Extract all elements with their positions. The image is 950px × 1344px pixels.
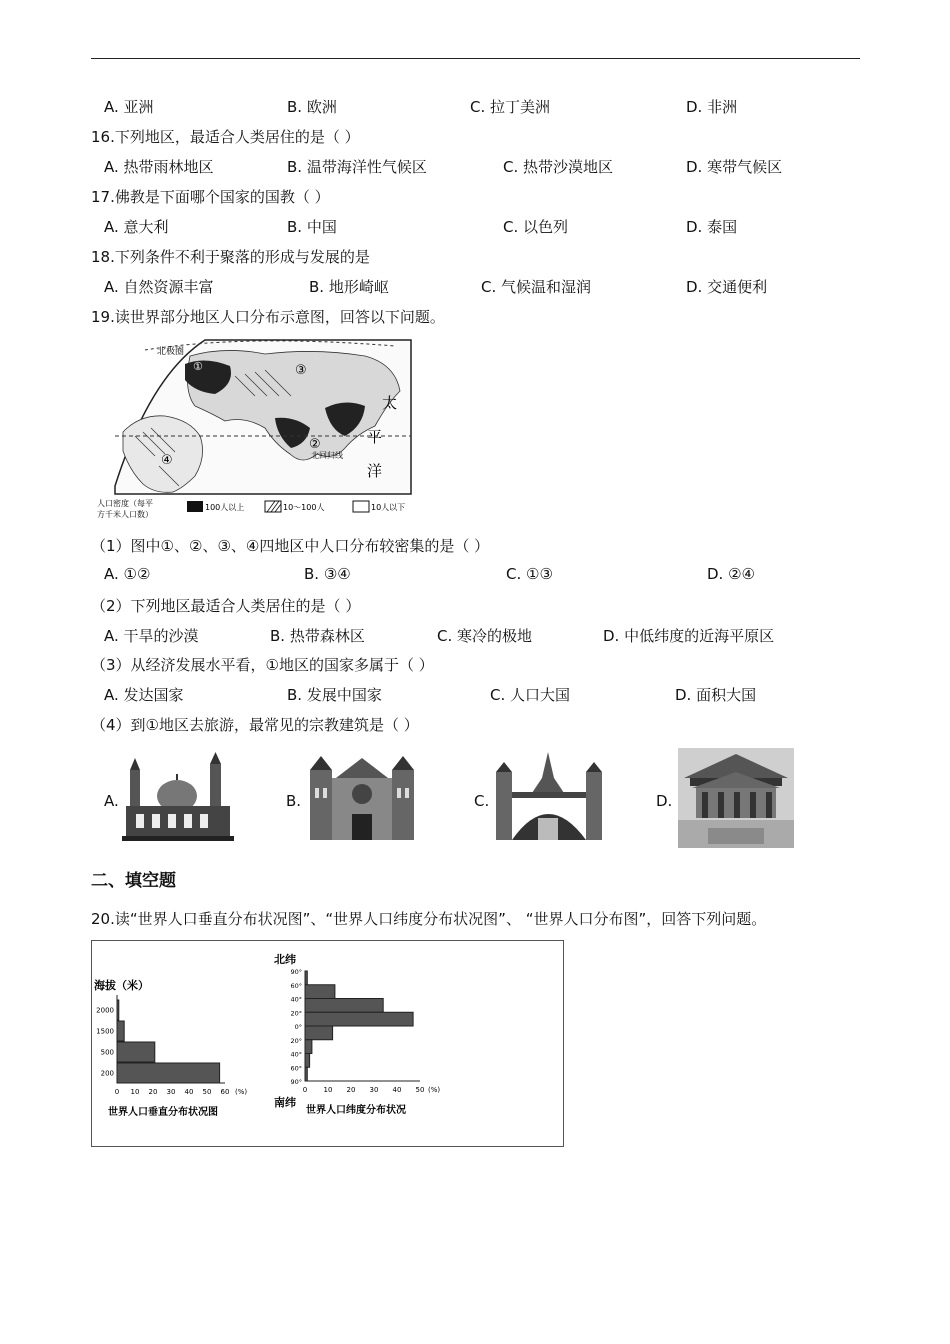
- chart2-title: 世界人口纬度分布状况: [306, 1105, 406, 1116]
- chart1-ylabel: 海拔（米）: [94, 979, 149, 992]
- chart2-tick-label: 0: [302, 1086, 308, 1094]
- legend-mid-swatch: [265, 501, 281, 512]
- chart1-unit-label: (%): [235, 1088, 248, 1096]
- ocean-label-3: 洋: [367, 462, 383, 480]
- q16-option-d[interactable]: D. 寒带气候区: [686, 158, 783, 176]
- chart2-bar: [305, 999, 383, 1013]
- chart1-bar: [117, 1042, 155, 1062]
- population-charts: [92, 941, 563, 1146]
- q19-sub3-option-c[interactable]: C. 人口大国: [490, 686, 571, 704]
- q19-sub4-option-a-label[interactable]: A.: [104, 792, 119, 810]
- chart2-tick-label: 30: [369, 1086, 379, 1094]
- chart2-tick-label: 50: [415, 1086, 425, 1094]
- q19-sub4-option-c-label[interactable]: C.: [474, 792, 490, 810]
- q19-sub2-option-a[interactable]: A. 干旱的沙漠: [104, 627, 199, 645]
- chart2-category-label: 60°: [290, 1064, 302, 1073]
- q19-sub2-stem: （2）下列地区最适合人类居住的是（ ）: [91, 597, 361, 615]
- chart1-category-label: 2000: [96, 1006, 114, 1015]
- chart2-category-label: 20°: [290, 1036, 302, 1045]
- tropic-label: 北回归线: [311, 451, 343, 460]
- q19-stem: 19.读世界部分地区人口分布示意图，回答以下问题。: [91, 308, 445, 326]
- chart2-north-label: 北纬: [274, 953, 296, 966]
- chart2-bar: [305, 1026, 333, 1040]
- chart1-tick-label: 20: [148, 1088, 158, 1096]
- chart1-title: 世界人口垂直分布状况图: [108, 1107, 218, 1118]
- q19-sub2-option-d[interactable]: D. 中低纬度的近海平原区: [603, 627, 775, 645]
- q19-sub3-option-a[interactable]: A. 发达国家: [104, 686, 184, 704]
- marker-1: ①: [193, 360, 203, 373]
- q15-option-c[interactable]: C. 拉丁美洲: [470, 98, 551, 116]
- legend-low-swatch: [353, 501, 369, 512]
- chart2-bar: [305, 1012, 413, 1026]
- chart2-category-label: 90°: [290, 1078, 302, 1086]
- chart1-tick-label: 0: [114, 1088, 120, 1096]
- marker-2: ②: [309, 437, 321, 452]
- chart2-bar: [305, 1054, 310, 1068]
- q20-stem: 20.读“世界人口垂直分布状况图”、“世界人口纬度分布状况图”、 “世界人口分布图”，回答下列问题。: [91, 910, 767, 928]
- q17-option-b[interactable]: B. 中国: [287, 218, 337, 236]
- q17-stem: 17.佛教是下面哪个国家的国教（ ）: [91, 188, 330, 206]
- q19-sub3-option-d[interactable]: D. 面积大国: [675, 686, 757, 704]
- q19-sub1-option-c[interactable]: C. ①③: [506, 565, 553, 583]
- legend-high-swatch: [187, 501, 203, 512]
- q19-sub4-stem: （4）到①地区去旅游，最常见的宗教建筑是（ ）: [91, 716, 419, 734]
- q16-option-c[interactable]: C. 热带沙漠地区: [503, 158, 614, 176]
- mosque-image[interactable]: [122, 748, 234, 844]
- chart-frame: [91, 940, 564, 1147]
- q19-sub1-stem: （1）图中①、②、③、④四地区中人口分布较密集的是（ ）: [91, 537, 490, 555]
- header-rule: [91, 58, 860, 59]
- chart1-category-label: 200: [100, 1069, 114, 1078]
- q15-option-b[interactable]: B. 欧洲: [287, 98, 337, 116]
- arctic-circle-label: 北极圈: [157, 347, 185, 357]
- chart1-tick-label: 50: [202, 1088, 212, 1096]
- chart1-category-label: 500: [100, 1048, 114, 1057]
- chart1-bar: [117, 1021, 124, 1041]
- q17-option-d[interactable]: D. 泰国: [686, 218, 738, 236]
- legend-title-2: 方千米人口数）: [97, 510, 153, 519]
- q19-sub1-option-b[interactable]: B. ③④: [304, 565, 351, 583]
- q19-sub1-option-a[interactable]: A. ①②: [104, 565, 151, 583]
- chart1-tick-label: 60: [220, 1088, 230, 1096]
- chart2-category-label: 20°: [290, 1009, 302, 1018]
- chart1-tick-label: 30: [166, 1088, 176, 1096]
- temple-image[interactable]: [678, 748, 794, 848]
- legend-title-1: 人口密度（每平: [97, 499, 153, 508]
- q18-option-a[interactable]: A. 自然资源丰富: [104, 278, 214, 296]
- q18-option-d[interactable]: D. 交通便利: [686, 278, 768, 296]
- chart2-tick-label: 20: [346, 1086, 356, 1094]
- chart1-tick-label: 40: [184, 1088, 194, 1096]
- q16-stem: 16.下列地区，最适合人类居住的是（ ）: [91, 128, 360, 146]
- q19-sub2-option-c[interactable]: C. 寒冷的极地: [437, 627, 533, 645]
- chart2-tick-label: 40: [392, 1086, 402, 1094]
- q18-option-c[interactable]: C. 气候温和湿润: [481, 278, 592, 296]
- chart2-category-label: 40°: [290, 995, 302, 1004]
- chart2-unit-label: (%): [428, 1086, 441, 1094]
- pagoda-image[interactable]: [492, 748, 604, 844]
- q18-option-b[interactable]: B. 地形崎岖: [309, 278, 389, 296]
- q15-option-a[interactable]: A. 亚洲: [104, 98, 154, 116]
- q17-option-a[interactable]: A. 意大利: [104, 218, 169, 236]
- section-title: 二、填空题: [91, 871, 176, 891]
- q19-sub4-option-d-label[interactable]: D.: [656, 792, 673, 810]
- chart2-south-label: 南纬: [274, 1096, 296, 1109]
- chart2-bar: [305, 1067, 307, 1081]
- chart2-bar: [305, 985, 335, 999]
- legend-mid-label: 10～100人: [283, 503, 325, 512]
- q16-option-b[interactable]: B. 温带海洋性气候区: [287, 158, 427, 176]
- q19-sub4-option-b-label[interactable]: B.: [286, 792, 302, 810]
- population-distribution-map: [95, 336, 417, 524]
- chart2-bar: [305, 1040, 312, 1054]
- marker-4: ④: [161, 453, 173, 468]
- chart1-tick-label: 10: [130, 1088, 140, 1096]
- q18-stem: 18.下列条件不利于聚落的形成与发展的是: [91, 248, 370, 266]
- chart2-tick-label: 10: [323, 1086, 333, 1094]
- chart2-category-label: 60°: [290, 981, 302, 990]
- chart2-category-label: 90°: [290, 968, 302, 976]
- legend-high-label: 100人以上: [205, 503, 245, 512]
- marker-3: ③: [295, 363, 307, 378]
- chart2-bar: [305, 971, 307, 985]
- q17-option-c[interactable]: C. 以色列: [503, 218, 569, 236]
- ocean-label-1: 太: [382, 394, 398, 412]
- chart1-category-label: 1500: [96, 1027, 114, 1036]
- legend-low-label: 10人以下: [371, 503, 406, 512]
- q19-sub3-option-b[interactable]: B. 发展中国家: [287, 686, 382, 704]
- q19-sub3-stem: （3）从经济发展水平看，①地区的国家多属于（ ）: [91, 656, 434, 674]
- church-image[interactable]: [306, 748, 418, 844]
- chart1-bar: [117, 1063, 220, 1083]
- q15-option-d[interactable]: D. 非洲: [686, 98, 738, 116]
- q19-sub1-option-d[interactable]: D. ②④: [707, 565, 755, 583]
- q19-sub2-option-b[interactable]: B. 热带森林区: [270, 627, 365, 645]
- chart1-bar: [117, 1000, 119, 1020]
- q16-option-a[interactable]: A. 热带雨林地区: [104, 158, 214, 176]
- chart2-category-label: 40°: [290, 1050, 302, 1059]
- chart2-category-label: 0°: [294, 1023, 302, 1031]
- ocean-label-2: 平: [367, 428, 383, 446]
